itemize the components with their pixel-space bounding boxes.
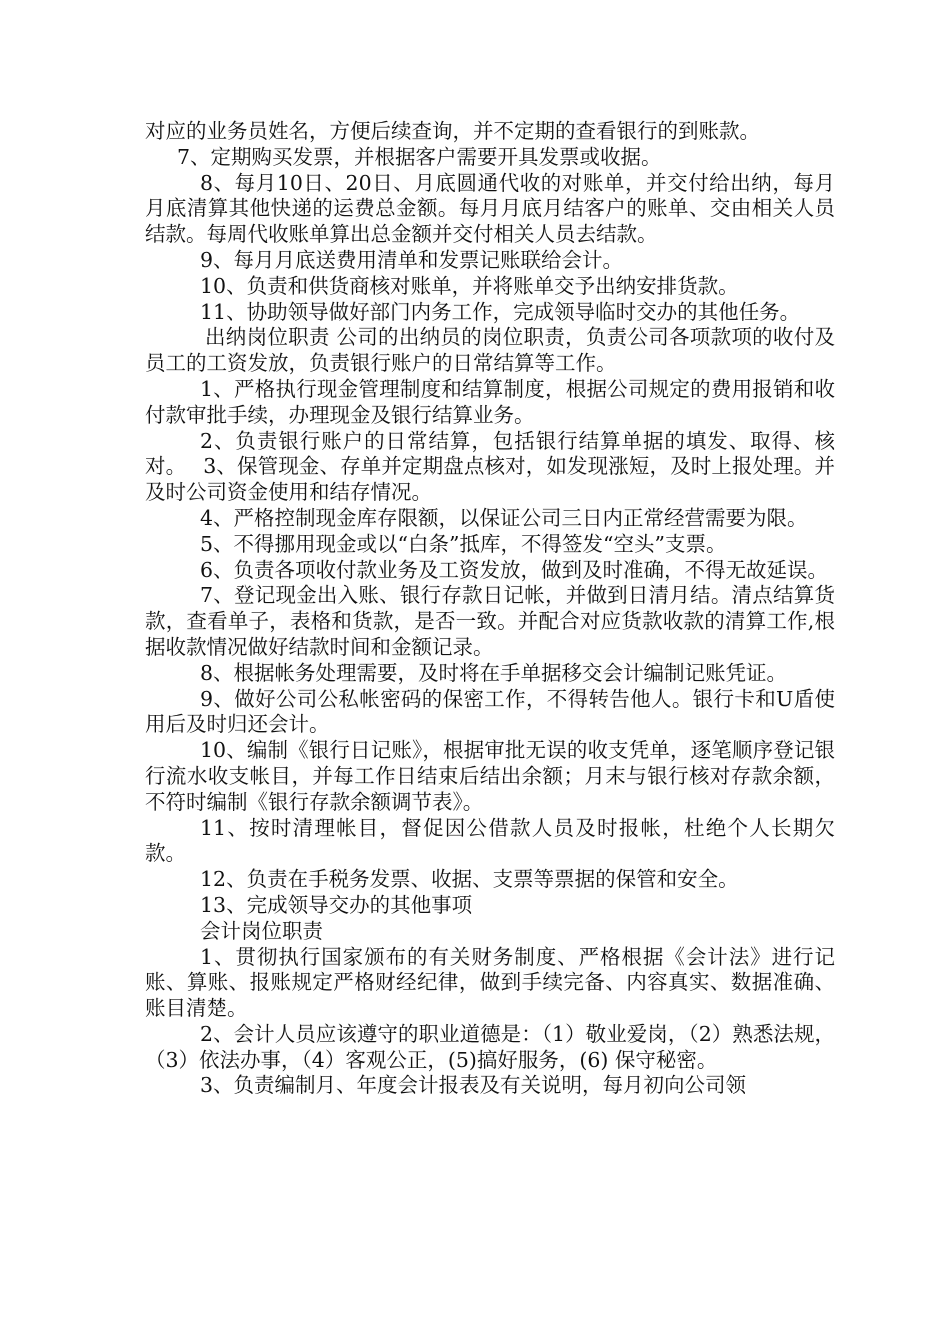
paragraph: 2、会计人员应该遵守的职业道德是：（1）敬业爱岗，（2）熟悉法规，（3）依法办事，（4）客观公正，(5)搞好服务，(6) 保守秘密。 bbox=[145, 1021, 835, 1072]
paragraph: 3、负责编制月、年度会计报表及有关说明，每月初向公司领 bbox=[200, 1073, 747, 1098]
paragraph: 2、负责银行账户的日常结算，包括银行结算单据的填发、取得、核对。 3、保管现金、存单并定期盘点核对，如发现涨短，及时上报处理。并及时公司资金使用和结存情况。 bbox=[145, 428, 835, 505]
paragraph: 10、编制《银行日记账》，根据审批无误的收支凭单，逐笔顺序登记银行流水收支帐目，并每工作日结束后结出余额；月末与银行核对存款余额，不符时编制《银行存款余额调节表》。 bbox=[145, 738, 835, 814]
paragraph: 8、根据帐务处理需要，及时将在手单据移交会计编制记账凭证。 bbox=[200, 660, 788, 685]
document-body bbox=[145, 119, 835, 1099]
paragraph: 7、登记现金出入账、银行存款日记帐，并做到日清月结。清点结算货款，查看单子，表格和货款，是否一致。并配合对应货款收款的清算工作,根据收款情况做好结款时间和金额记录。 bbox=[145, 583, 835, 659]
paragraph: 1、严格执行现金管理制度和结算制度，根据公司规定的费用报销和收付款审批手续，办理现金及银行结算业务。 bbox=[145, 376, 835, 427]
paragraph: 6、负责各项收付款业务及工资发放，做到及时准确，不得无故延误。 bbox=[200, 557, 829, 582]
paragraph: 8、每月10日、20日、月底圆通代收的对账单，并交付给出纳，每月月底清算其他快递的运费总金额。每月月底月结客户的账单、交由相关人员结款。每周代收账单算出总金额并交付相关人员去结款。 bbox=[145, 170, 835, 247]
paragraph: 1、贯彻执行国家颁布的有关财务制度、严格根据《会计法》进行记账、算账、报账规定严格财经纪律，做到手续完备、内容真实、数据准确、账目清楚。 bbox=[145, 944, 835, 1021]
paragraph: 11、协助领导做好部门内务工作，完成领导临时交办的其他任务。 bbox=[200, 299, 801, 324]
paragraph: 9、每月月底送费用清单和发票记账联给会计。 bbox=[200, 247, 624, 272]
paragraph: 9、做好公司公私帐密码的保密工作，不得转告他人。银行卡和U盾使用后及时归还会计。 bbox=[145, 686, 835, 737]
paragraph: 7、定期购买发票，并根据客户需要开具发票或收据。 bbox=[177, 144, 662, 169]
paragraph: 13、完成领导交办的其他事项 bbox=[200, 892, 473, 917]
paragraph: 10、负责和供货商核对账单，并将账单交予出纳安排货款。 bbox=[200, 273, 739, 298]
paragraph: 对应的业务员姓名，方便后续查询，并不定期的查看银行的到账款。 bbox=[145, 119, 760, 143]
paragraph: 5、不得挪用现金或以“白条”抵库，不得签发“空头”支票。 bbox=[200, 531, 727, 556]
paragraph: 12、负责在手税务发票、收据、支票等票据的保管和安全。 bbox=[200, 867, 739, 892]
paragraph: 4、严格控制现金库存限额，以保证公司三日内正常经营需要为限。 bbox=[200, 505, 808, 530]
section-heading: 会计岗位职责 bbox=[200, 918, 323, 943]
section-heading-paragraph: 出纳岗位职责 公司的出纳员的岗位职责，负责公司各项款项的收付及员工的工资发放，负责银行账户的日常结算等工作。 bbox=[145, 325, 835, 376]
paragraph: 11、按时清理帐目，督促因公借款人员及时报帐，杜绝个人长期欠款。 bbox=[145, 815, 835, 866]
